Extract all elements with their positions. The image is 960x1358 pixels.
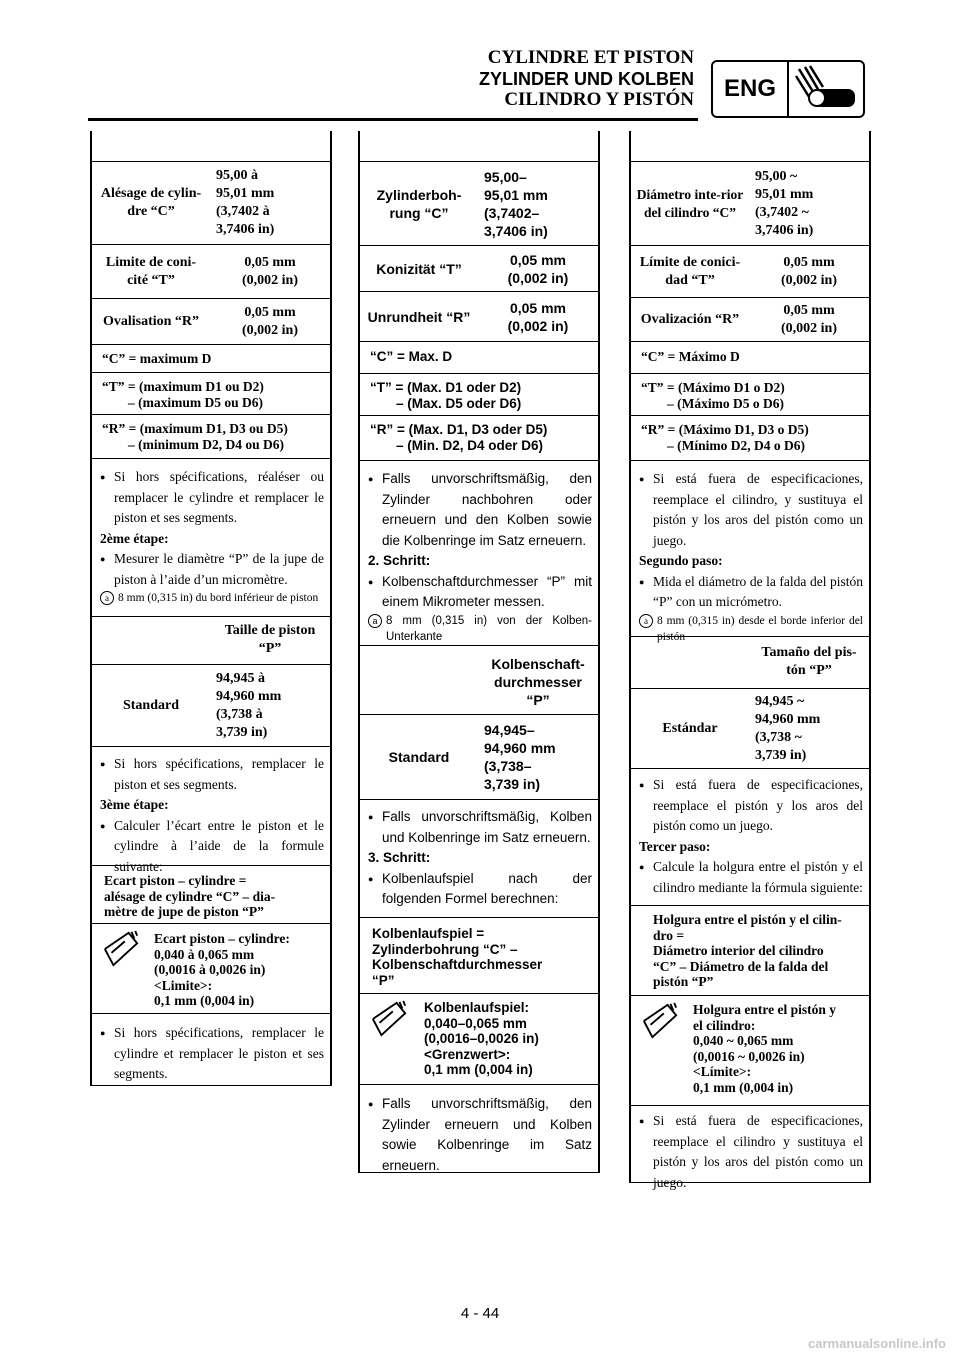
bullet-text: ● Si hors spécifications, remplacer le piston et ses segments. [100, 754, 324, 795]
clearance-formula: Ecart piston – cylindre = alésage de cylindre “C” – dia- mètre de jupe de piston “P” [104, 873, 276, 919]
column-fr [90, 131, 332, 1086]
spec-label: Estándar [662, 720, 718, 736]
spec-value: 0,05 mm (0,002 in) [781, 254, 837, 288]
spec-label: Ovalisation “R” [102, 313, 200, 329]
note-marker-icon: a [639, 614, 653, 628]
instructions-box-1 [631, 461, 869, 643]
bullet-text: ● Calcule la holgura entre el pistón y el cilindro mediante la fórmula siguiente: [639, 857, 863, 898]
page-number: 4 - 44 [460, 1305, 500, 1322]
clearance-formula: Kolbenlaufspiel = Zylinderbohrung “C” – Kolbenschaftdurchmesser “P” [372, 926, 543, 988]
spec-tool-icon [641, 1002, 679, 1040]
piston-size-head: Tamaño del pis- tón “P” [761, 645, 857, 678]
spec-row-bore [92, 162, 330, 245]
formula-r-line1: “R” = (Máximo D1, D3 o D5) [641, 422, 809, 437]
formula-c-box [360, 342, 598, 374]
note-marker-icon: a [100, 591, 114, 605]
bullet-text: ● Si está fuera de especificaciones, reemplace el cilindro, y sustituya el pistón y los aros del pistón como un juego. [639, 469, 863, 551]
step-heading: 3. Schritt: [368, 850, 431, 865]
spec-label: Unrundheit “R” [367, 308, 471, 325]
spec-label: Standard [388, 749, 450, 765]
spec-label: Konizität “T” [376, 260, 462, 277]
instructions-1 [639, 469, 863, 645]
note-marker-icon: a [368, 614, 382, 628]
instructions-box-3 [631, 1106, 869, 1190]
formula-t-line1: “T” = (Max. D1 oder D2) [370, 380, 522, 395]
bullet-text: ● Si hors spécifications, réaléser ou remplacer le cylindre et remplacer le piston et ses segments. [100, 467, 324, 529]
note-body: 8 mm (0,315 in) desde el borde inferior del pistón [657, 614, 863, 643]
bullet-text: ● Kolbenschaftdurchmesser “P” mit einem Mikrometer messen. [368, 572, 592, 613]
instructions-box-2 [360, 800, 598, 918]
clearance-formula-box [631, 906, 869, 996]
formula-t-box [92, 373, 330, 415]
piston-size-head-box [631, 637, 869, 689]
formula-t-line1: “T” = (Máximo D1 o D2) [641, 380, 785, 395]
clearance-spec: Ecart piston – cylindre: 0,040 à 0,065 mm (0,0016 à 0,0026 in) <Limite>: 0,1 mm (0,004 in) [154, 931, 290, 1008]
spec-tool-icon [370, 1000, 408, 1038]
bullet-text: ● Si está fuera de especificaciones, reemplace el pistón y los aros del pistón como un juego. [639, 775, 863, 837]
instructions-box-3 [92, 1014, 330, 1086]
spec-value: 95,00 ~ 95,01 mm (3,7402 ~ 3,7406 in) [755, 168, 814, 238]
note-text [100, 590, 324, 606]
clearance-formula-box [360, 918, 598, 994]
spec-value: 95,00– 95,01 mm (3,7402– 3,7406 in) [484, 168, 548, 239]
note-text [368, 613, 592, 645]
formula-r-line2: – (Mínimo D2, D4 o D6) [667, 438, 805, 453]
spec-row-taper [631, 246, 869, 298]
clearance-formula-box [92, 866, 330, 924]
clearance-spec-box [360, 994, 598, 1085]
instructions-3 [639, 1111, 863, 1193]
piston-size-head: Kolbenschaft- durchmesser “P” [491, 656, 585, 708]
spec-row-taper [92, 245, 330, 299]
instructions-2 [100, 754, 324, 877]
header-rule [88, 118, 698, 121]
clearance-formula: Holgura entre el pistón y el cilin- dro = Diámetro interior del cilindro “C” – Diámetro de la falda del pistón “P” [653, 912, 842, 989]
step-heading: Tercer paso: [639, 838, 711, 854]
formula-r-line1: “R” = (Max. D1, D3 oder D5) [370, 422, 548, 437]
header-title-es: CILINDRO Y PISTÓN [504, 89, 694, 110]
instructions-2 [368, 807, 592, 910]
spec-row-standard [92, 665, 330, 747]
formula-r-line2: – (minimum D2, D4 ou D6) [128, 437, 285, 452]
formula-r-line1: “R” = (maximum D1, D3 ou D5) [102, 421, 288, 436]
formula-t-line1: “T” = (maximum D1 ou D2) [102, 379, 264, 394]
instructions-box-1 [360, 461, 598, 646]
instructions-1 [100, 467, 324, 606]
formula-c-box [92, 345, 330, 373]
formula-t-line2: – (Máximo D5 o D6) [667, 396, 784, 411]
formula-t-line2: – (Max. D5 oder D6) [396, 396, 522, 411]
spec-value: 0,05 mm (0,002 in) [507, 299, 569, 334]
bullet-text: ● Kolbenlaufspiel nach der folgenden Formel berechnen: [368, 869, 592, 910]
clearance-spec: Kolbenlaufspiel: 0,040–0,065 mm (0,0016–0,0026 in) <Grenzwert>: 0,1 mm (0,004 in) [424, 1000, 539, 1077]
spec-value: 0,05 mm (0,002 in) [507, 251, 569, 286]
spec-label: Standard [122, 697, 180, 713]
note-body: 8 mm (0,315 in) von der Kolben-Unterkante [386, 614, 592, 643]
header-title-fr: CYLINDRE ET PISTON [487, 47, 694, 68]
formula-c: “C” = maximum D [102, 351, 212, 366]
spec-tool-icon [102, 930, 140, 968]
eng-badge [711, 60, 865, 118]
column-es [629, 131, 871, 1190]
bullet-text: ● Si hors spécifications, remplacer le cylindre et remplacer le piston et ses segments. [100, 1023, 324, 1085]
spec-label: Zylinderboh-rung “C” [376, 186, 462, 221]
clearance-spec: Holgura entre el pistón y el cilindro: 0,040 ~ 0,065 mm (0,0016 ~ 0,0026 in) <Límite>: 0,1 mm (0,004 in) [693, 1002, 836, 1095]
column-de [358, 131, 600, 1173]
step-heading: Segundo paso: [639, 553, 723, 568]
spec-label: Alésage de cylin-dre “C” [100, 186, 202, 219]
clearance-spec-box [92, 924, 330, 1014]
spec-label: Limite de coni-cité “T” [105, 254, 197, 288]
col-top-cell [360, 131, 598, 162]
spec-value: 94,945– 94,960 mm (3,738– 3,739 in) [484, 722, 556, 792]
spec-value: 0,05 mm (0,002 in) [242, 304, 298, 338]
instructions-box-2 [631, 769, 869, 906]
instructions-3 [100, 1023, 324, 1085]
piston-size-head-box [92, 617, 330, 665]
engine-wrench-icon [789, 62, 863, 116]
piston-size-head: Taille de piston “P” [224, 623, 316, 656]
bullet-text: ● Mida el diámetro de la falda del pistón “P” con un micrómetro. [639, 572, 863, 613]
spec-row-roundness [360, 292, 598, 342]
formula-c: “C” = Max. D [370, 349, 453, 364]
spec-row-roundness [92, 299, 330, 345]
formula-r-line2: – (Min. D2, D4 oder D6) [396, 438, 544, 453]
note-body: 8 mm (0,315 in) du bord inférieur de piston [118, 592, 319, 604]
spec-row-roundness [631, 298, 869, 342]
spec-label: Ovalización “R” [640, 311, 740, 327]
bullet-text: ● Falls unvorschriftsmäßig, den Zylinder erneuern und Kolben sowie Kolbenringe im Satz erneuern. [368, 1094, 592, 1176]
formula-t-box [360, 374, 598, 416]
spec-row-standard [360, 715, 598, 800]
spec-row-standard [631, 689, 869, 769]
spec-value: 0,05 mm (0,002 in) [242, 254, 298, 288]
spec-row-taper [360, 246, 598, 292]
instructions-2 [639, 775, 863, 898]
watermark: carmanualsonline.info [808, 1336, 946, 1351]
bullet-text: ● Si está fuera de especificaciones, reemplace el cilindro y sustituya el pistón y los aros del pistón como un juego. [639, 1111, 863, 1193]
instructions-3 [368, 1094, 592, 1176]
spec-value: 95,00 à 95,01 mm (3,7402 à 3,7406 in) [216, 168, 275, 237]
spec-row-bore [360, 162, 598, 246]
spec-value: 94,945 ~ 94,960 mm (3,738 ~ 3,739 in) [755, 693, 821, 763]
col-top-cell [92, 131, 330, 162]
bullet-text: ● Falls unvorschriftsmäßig, Kolben und Kolbenringe im Satz erneuern. [368, 807, 592, 848]
formula-r-box [631, 416, 869, 461]
step-heading: 3ème étape: [100, 797, 169, 812]
spec-label: Diámetro inte-rior del cilindro “C” [636, 186, 744, 220]
formula-r-box [360, 416, 598, 461]
eng-badge-label: ENG [713, 62, 789, 116]
instructions-box-2 [92, 747, 330, 874]
spec-label: Límite de conici-dad “T” [639, 254, 741, 288]
instructions-1 [368, 469, 592, 645]
spec-row-bore [631, 162, 869, 246]
piston-size-head-box [360, 646, 598, 715]
bullet-text: ● Calculer l’écart entre le piston et le cylindre à l’aide de la formule suivante: [100, 816, 324, 878]
header-title-de: ZYLINDER UND KOLBEN [479, 69, 694, 89]
step-heading: 2ème étape: [100, 530, 169, 546]
formula-r-box [92, 415, 330, 459]
col-top-cell [631, 131, 869, 162]
bullet-text: ● Falls unvorschriftsmäßig, den Zylinder nachbohren oder erneuern und den Kolben sowie die Kolbenringe im Satz erneuern. [368, 469, 592, 551]
bullet-text: ● Mesurer le diamètre “P” de la jupe de piston à l’aide d’un micromètre. [100, 549, 324, 590]
spec-value: 94,945 à 94,960 mm (3,738 à 3,739 in) [216, 670, 282, 740]
instructions-box-3 [360, 1085, 598, 1173]
formula-t-box [631, 374, 869, 416]
instructions-box-1 [92, 459, 330, 617]
clearance-spec-box [631, 996, 869, 1106]
spec-value: 0,05 mm (0,002 in) [781, 302, 837, 336]
step-heading: 2. Schritt: [368, 553, 431, 568]
formula-c-box [631, 342, 869, 374]
formula-c: “C” = Máximo D [641, 349, 740, 364]
formula-t-line2: – (maximum D5 ou D6) [128, 395, 263, 410]
